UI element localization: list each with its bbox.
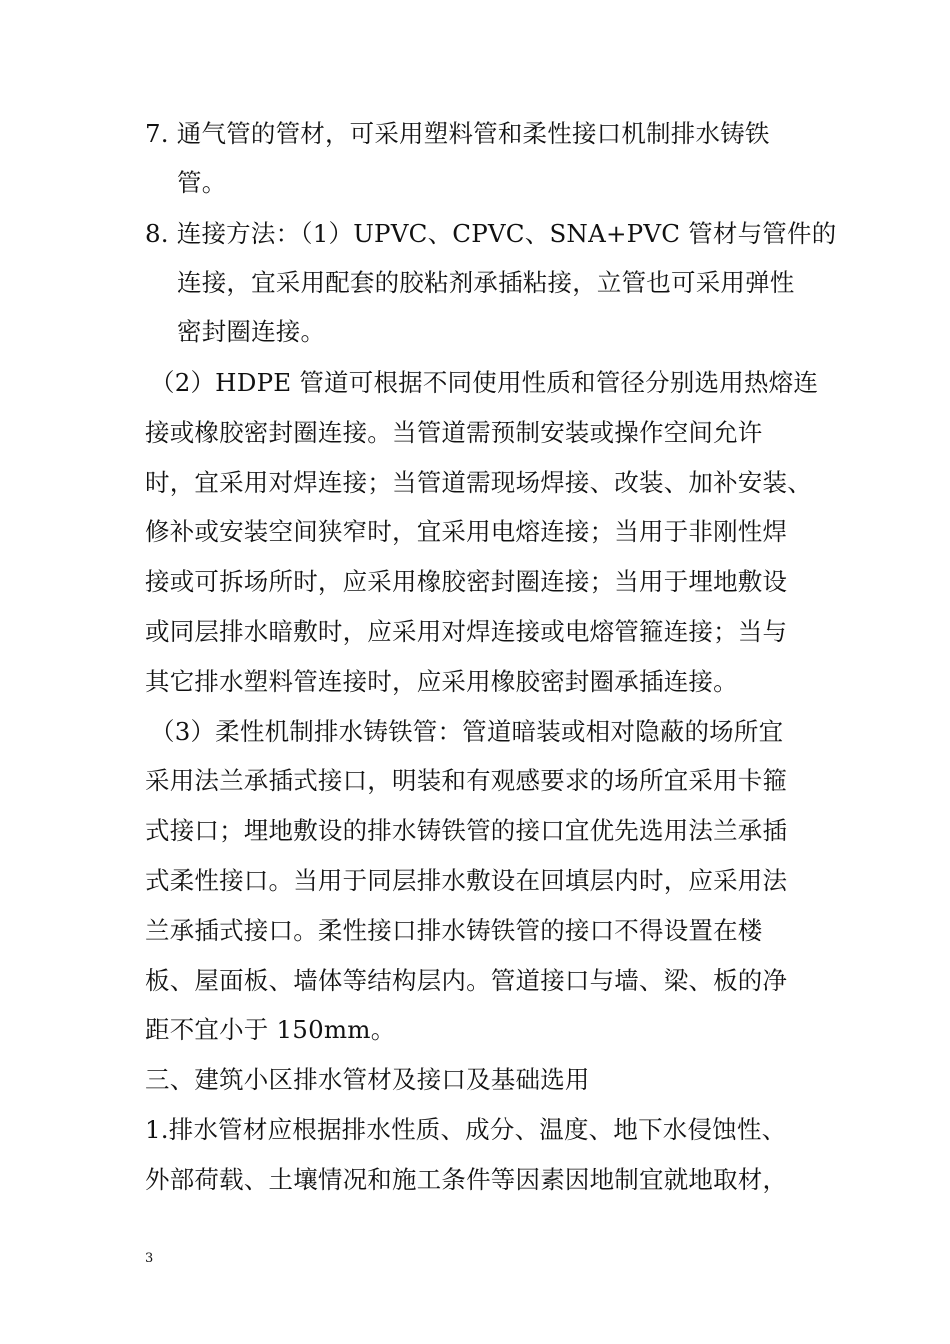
text-line: （2）HDPE 管道可根据不同使用性质和管径分别选用热熔连 (150, 368, 819, 397)
text-line: 管。 (177, 168, 227, 197)
text-line: 采用法兰承插式接口，明装和有观感要求的场所宜采用卡箍 (145, 766, 788, 795)
text-line: 距不宜小于 150mm。 (145, 1015, 396, 1044)
text-line: 连接，宜采用配套的胶粘剂承插粘接，立管也可采用弹性 (177, 268, 795, 297)
text-line: 其它排水塑料管连接时，应采用橡胶密封圈承插连接。 (145, 667, 738, 696)
text-line: 修补或安装空间狭窄时，宜采用电熔连接；当用于非刚性焊 (145, 517, 788, 546)
text-line: 密封圈连接。 (177, 317, 326, 346)
text-line: 8. 连接方法：（1）UPVC、CPVC、SNA+PVC 管材与管件的 (145, 219, 837, 248)
text-line: 7. 通气管的管材，可采用塑料管和柔性接口机制排水铸铁 (145, 119, 770, 148)
text-line: 板、屋面板、墙体等结构层内。管道接口与墙、梁、板的净 (145, 966, 788, 995)
text-line: 接或橡胶密封圈连接。当管道需预制安装或操作空间允许 (145, 418, 763, 447)
text-line: 时，宜采用对焊连接；当管道需现场焊接、改装、加补安装、 (145, 468, 812, 497)
text-line: 外部荷载、土壤情况和施工条件等因素因地制宜就地取材， (145, 1165, 788, 1194)
text-line: 或同层排水暗敷时，应采用对焊连接或电熔管箍连接；当与 (145, 617, 788, 646)
text-line: 式接口；埋地敷设的排水铸铁管的接口宜优先选用法兰承插 (145, 816, 788, 845)
text-line: 1.排水管材应根据排水性质、成分、温度、地下水侵蚀性、 (145, 1115, 787, 1144)
page-number: 3 (145, 1251, 154, 1266)
text-line: （3）柔性机制排水铸铁管：管道暗装或相对隐蔽的场所宜 (150, 717, 784, 746)
section-heading: 三、建筑小区排水管材及接口及基础选用 (145, 1065, 590, 1094)
text-line: 接或可拆场所时，应采用橡胶密封圈连接；当用于埋地敷设 (145, 567, 788, 596)
text-line: 兰承插式接口。柔性接口排水铸铁管的接口不得设置在楼 (145, 916, 763, 945)
text-line: 式柔性接口。当用于同层排水敷设在回填层内时，应采用法 (145, 866, 788, 895)
